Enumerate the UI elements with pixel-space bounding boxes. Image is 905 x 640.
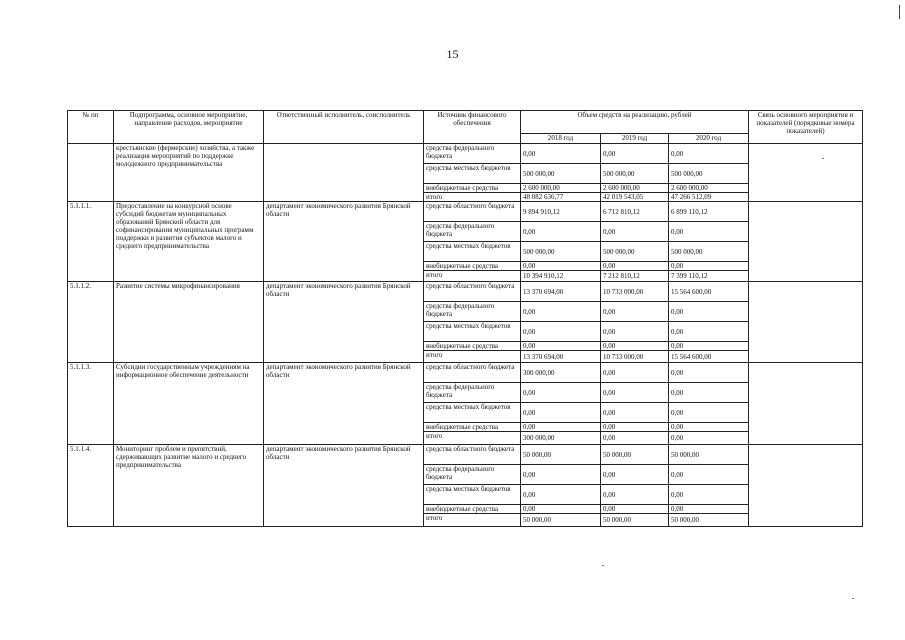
table-body [68,144,863,527]
amount-2020: 500 000,00 [669,164,749,184]
amount-2018: 0,00 [521,342,601,351]
measure-name: крестьянские (фермерские) хозяйства, а также реализация мероприятий по поддержке молодежного предпринимательства [114,144,264,202]
amount-2020: 0,00 [669,465,749,485]
amount-2019: 7 212 810,12 [601,271,669,282]
amount-2018: 0,00 [521,222,601,242]
amount-2019: 0,00 [601,144,669,164]
amount-2020: 500 000,00 [669,242,749,262]
amount-2019: 0,00 [601,423,669,432]
funding-source: средства областного бюджета [424,445,521,465]
table-row [68,445,863,465]
executor: департамент экономического развития Брянской области [264,282,424,363]
measure-name: Мониторинг проблем и препятствий, сдерживающих развитие малого и среднего предпринимательства [114,445,264,527]
amount-2020: 15 564 600,00 [669,351,749,363]
amount-2018: 0,00 [521,383,601,403]
amount-2019: 2 600 000,00 [601,184,669,193]
amount-2019: 0,00 [601,403,669,423]
measure-name: Предоставление на конкурсной основе субсидий бюджетам муниципальных образований Брянской области для софинансирования муниципальных программ поддержки и развития субъектов малого и среднего предпринимательства [114,202,264,282]
executor: департамент экономического развития Брянской области [264,445,424,527]
header-link: Связь основного мероприятия и показателей (порядковые номера показателей) [749,111,863,144]
amount-2019: 42 019 543,05 [601,193,669,202]
funding-source: внебюджетные средства [424,505,521,514]
table-row [68,144,863,164]
amount-2018: 300 000,00 [521,432,601,445]
amount-2019: 0,00 [601,383,669,403]
executor: департамент экономического развития Брянской области [264,202,424,282]
header-executor: Ответственный исполнитель, соисполнитель [264,111,424,144]
header-num: № пп [68,111,114,144]
amount-2018: 500 000,00 [521,164,601,184]
executor [264,144,424,202]
table-row [68,363,863,383]
amount-2018: 0,00 [521,302,601,322]
amount-2018: 0,00 [521,144,601,164]
funding-source: средства местных бюджетов [424,322,521,342]
funding-source: средства местных бюджетов [424,242,521,262]
amount-2019: 0,00 [601,505,669,514]
amount-2020: 50 000,00 [669,445,749,465]
funding-source: итого [424,514,521,527]
amount-2019: 50 000,00 [601,514,669,527]
amount-2018: 10 394 910,12 [521,271,601,282]
amount-2020: 0,00 [669,423,749,432]
funding-source: средства местных бюджетов [424,403,521,423]
amount-2019: 0,00 [601,465,669,485]
amount-2020: 0,00 [669,262,749,271]
amount-2019: 0,00 [601,262,669,271]
amount-2018: 0,00 [521,403,601,423]
amount-2018: 0,00 [521,505,601,514]
header-volume: Объем средств на реализацию, рублей [521,111,749,134]
funding-source: итого [424,193,521,202]
table-row [68,282,863,302]
table-row [68,202,863,222]
funding-source: средства областного бюджета [424,202,521,222]
amount-2019: 0,00 [601,485,669,505]
amount-2020: 50 000,00 [669,514,749,527]
funding-source: средства местных бюджетов [424,164,521,184]
funding-source: средства федерального бюджета [424,302,521,322]
amount-2018: 2 600 000,00 [521,184,601,193]
amount-2018: 0,00 [521,423,601,432]
item-number [68,144,114,202]
funding-source: средства областного бюджета [424,282,521,302]
funding-source: средства федерального бюджета [424,222,521,242]
amount-2018: 50 000,00 [521,445,601,465]
amount-2018: 0,00 [521,322,601,342]
scan-dot [852,598,854,599]
amount-2018: 500 000,00 [521,242,601,262]
amount-2020: 0,00 [669,363,749,383]
amount-2019: 0,00 [601,302,669,322]
funding-source: итого [424,351,521,363]
indicator-link [749,202,863,282]
amount-2018: 50 000,00 [521,514,601,527]
header-year-2019: 2019 год [601,134,669,144]
amount-2019: 50 000,00 [601,445,669,465]
item-number: 5.1.1.1. [68,202,114,282]
funding-source: внебюджетные средства [424,262,521,271]
amount-2018: 9 894 910,12 [521,202,601,222]
indicator-link [749,144,863,202]
funding-source: итого [424,432,521,445]
funding-source: средства областного бюджета [424,363,521,383]
amount-2019: 0,00 [601,363,669,383]
budget-table [67,110,863,527]
item-number: 5.1.1.2. [68,282,114,363]
amount-2019: 0,00 [601,322,669,342]
funding-source: средства федерального бюджета [424,144,521,164]
header-source: Источник финансового обеспечения [424,111,521,144]
amount-2018: 0,00 [521,465,601,485]
amount-2019: 10 733 000,00 [601,282,669,302]
item-number: 5.1.1.3. [68,363,114,445]
amount-2020: 2 600 000,00 [669,184,749,193]
indicator-link [749,282,863,363]
amount-2020: 6 899 110,12 [669,202,749,222]
funding-source: средства федерального бюджета [424,465,521,485]
funding-source: внебюджетные средства [424,184,521,193]
amount-2019: 500 000,00 [601,242,669,262]
amount-2018: 13 370 694,00 [521,351,601,363]
item-number: 5.1.1.4. [68,445,114,527]
measure-name: Развитие системы микрофинансирования [114,282,264,363]
amount-2019: 0,00 [601,342,669,351]
indicator-link [749,445,863,527]
amount-2020: 47 266 512,09 [669,193,749,202]
amount-2020: 0,00 [669,485,749,505]
amount-2020: 0,00 [669,383,749,403]
scan-dot [602,565,604,566]
funding-source: итого [424,271,521,282]
scan-edge-mark [899,5,900,19]
amount-2020: 7 399 110,12 [669,271,749,282]
header-subprogram: Подпрограмма, основное мероприятие, направление расходов, мероприятие [114,111,264,144]
amount-2019: 500 000,00 [601,164,669,184]
amount-2020: 0,00 [669,322,749,342]
funding-source: внебюджетные средства [424,423,521,432]
header-year-2018: 2018 год [521,134,601,144]
measure-name: Субсидии государственным учреждениям на информационное обеспечение деятельности [114,363,264,445]
amount-2019: 6 712 810,12 [601,202,669,222]
amount-2020: 0,00 [669,144,749,164]
amount-2019: 0,00 [601,222,669,242]
amount-2018: 13 370 694,00 [521,282,601,302]
header-year-2020: 2020 год [669,134,749,144]
amount-2018: 300 000,00 [521,363,601,383]
amount-2020: 0,00 [669,432,749,445]
amount-2020: 0,00 [669,302,749,322]
funding-source: средства местных бюджетов [424,485,521,505]
executor: департамент экономического развития Брянской области [264,363,424,445]
amount-2020: 15 564 600,00 [669,282,749,302]
amount-2020: 0,00 [669,505,749,514]
amount-2018: 0,00 [521,262,601,271]
amount-2020: 0,00 [669,342,749,351]
indicator-link [749,363,863,445]
funding-source: средства федерального бюджета [424,383,521,403]
page-number: 15 [446,47,459,61]
amount-2019: 0,00 [601,432,669,445]
amount-2018: 48 082 636,77 [521,193,601,202]
amount-2019: 10 733 000,00 [601,351,669,363]
funding-source: внебюджетные средства [424,342,521,351]
amount-2018: 0,00 [521,485,601,505]
amount-2020: 0,00 [669,222,749,242]
amount-2020: 0,00 [669,403,749,423]
